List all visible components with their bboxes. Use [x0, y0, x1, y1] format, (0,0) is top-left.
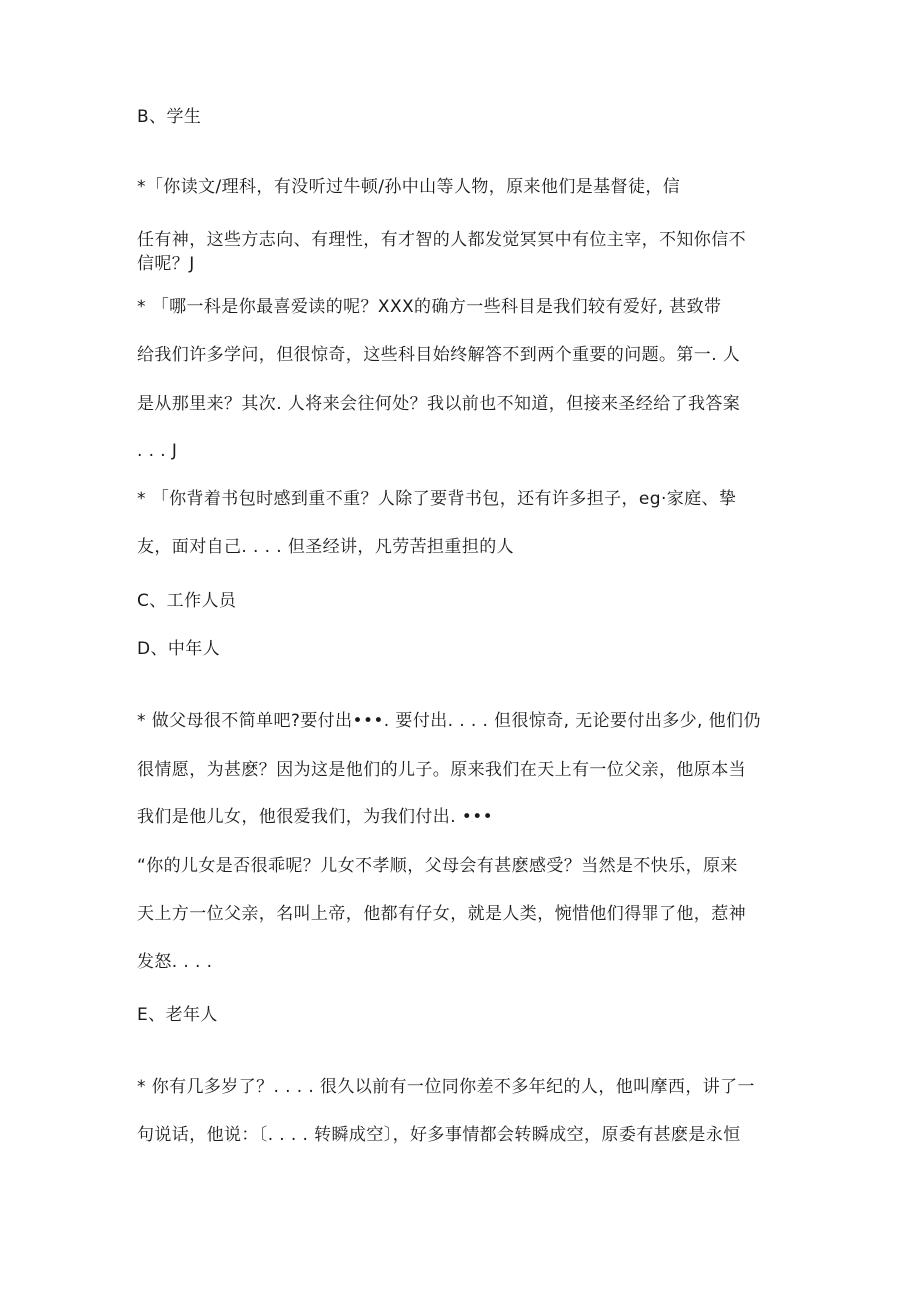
paragraph-line: . . . J [137, 441, 178, 461]
paragraph-line: * 做父母很不简单吧?要付出•••. 要付出. . . . 但很惊奇, 无论要付出多少, 他们仍 [137, 711, 761, 731]
paragraph-line: 发怒. . . . [137, 952, 213, 972]
paragraph-line: 给我们许多学问，但很惊奇，这些科目始终解答不到两个重要的问题。第一. 人 [137, 345, 741, 365]
paragraph-line: * 「哪一科是你最喜爱读的呢？XXX的确方一些科目是我们较有爱好, 甚致带 [137, 297, 722, 317]
paragraph-line: 信呢？J [137, 254, 195, 274]
paragraph-line: * 你有几多岁了？. . . . 很久以前有一位同你差不多年纪的人，他叫摩西，讲了一 [137, 1077, 755, 1097]
paragraph-line: 天上方一位父亲，名叫上帝，他都有仔女，就是人类，惋惜他们得罪了他，惹神 [137, 904, 746, 924]
paragraph-line: 句说话，他说：〔. . . . 转瞬成空〕，好多事情都会转瞬成空，原委有甚麽是永恒 [137, 1125, 741, 1145]
paragraph-line: 是从那里来？其次. 人将来会往何处？我以前也不知道，但接来圣经给了我答案 [137, 394, 741, 414]
section-heading-c: C、工作人员 [137, 591, 237, 611]
paragraph-line: 很情愿，为甚麽？因为这是他们的儿子。原来我们在天上有一位父亲，他原本当 [137, 760, 746, 780]
paragraph-line: 友，面对自己. . . . 但圣经讲，凡劳苦担重担的人 [137, 537, 515, 557]
paragraph-line: *「你读文/理科，有没听过牛顿/孙中山等人物，原来他们是基督徒，信 [137, 177, 681, 197]
paragraph-line: “你的儿女是否很乖呢？儿女不孝顺，父母会有甚麽感受？当然是不快乐，原来 [137, 856, 738, 876]
section-heading-b: B、学生 [137, 107, 202, 127]
section-heading-e: E、老年人 [137, 1005, 218, 1025]
paragraph-line: 任有神，这些方志向、有理性，有才智的人都发觉冥冥中有位主宰，不知你信不 [137, 230, 746, 250]
section-heading-d: D、中年人 [137, 639, 221, 659]
paragraph-line: 我们是他儿女，他很爱我们，为我们付出. ••• [137, 807, 494, 827]
paragraph-line: * 「你背着书包时感到重不重？人除了要背书包，还有许多担子，eg·家庭、挚 [137, 489, 737, 509]
